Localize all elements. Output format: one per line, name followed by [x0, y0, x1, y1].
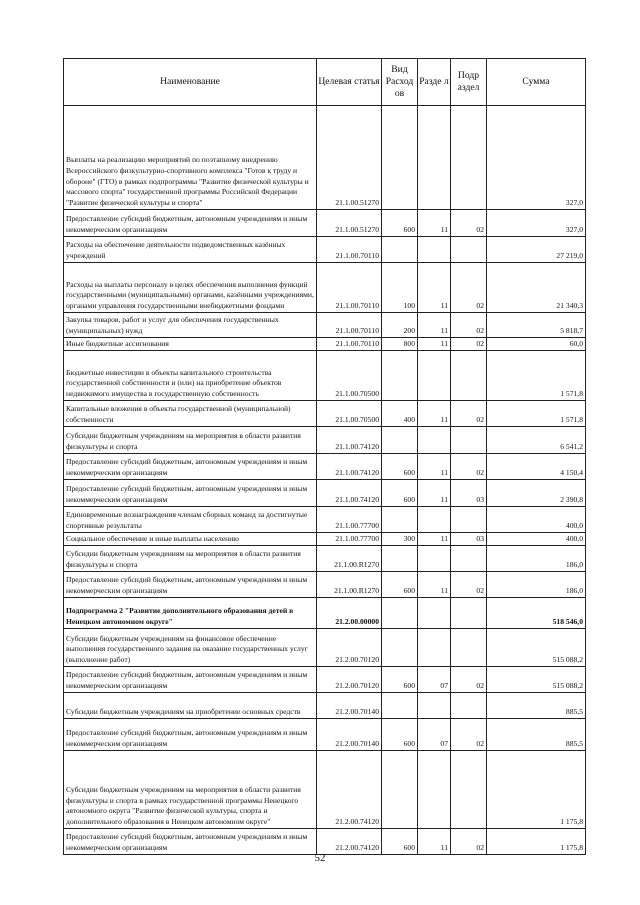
row-code: 21.2.00.70140 — [317, 693, 382, 719]
row-sum: 885,5 — [487, 693, 586, 719]
row-razd — [418, 546, 451, 572]
header-vid: Вид Расход ов — [382, 59, 418, 106]
header-code: Целевая статья — [317, 59, 382, 106]
table-row — [64, 751, 586, 829]
row-name: Единовременные вознаграждения членам сборных команд за достигнутые спортивные результаты — [64, 507, 317, 533]
row-code: 21.1.00.70110 — [317, 237, 382, 263]
table-row — [64, 237, 586, 263]
table-row — [64, 401, 586, 427]
row-vid — [382, 351, 418, 401]
row-code: 21.1.00.70500 — [317, 351, 382, 401]
row-podr — [451, 106, 487, 210]
row-podr: 02 — [451, 263, 487, 313]
table-header-row — [64, 59, 586, 106]
row-vid: 200 — [382, 313, 418, 338]
row-podr — [451, 237, 487, 263]
table-row — [64, 313, 586, 338]
row-podr — [451, 693, 487, 719]
row-sum: 5 818,7 — [487, 313, 586, 338]
row-name: Социальное обеспечение и иные выплаты населению — [64, 533, 317, 546]
row-sum: 1 571,8 — [487, 351, 586, 401]
table-row — [64, 427, 586, 454]
row-name: Предоставление субсидий бюджетным, автономным учреждениям и иным некоммерческим организациям — [64, 719, 317, 751]
table-row — [64, 338, 586, 351]
row-name: Расходы на выплаты персоналу в целях обеспечения выполнения функций государственными (муниципальными) органами, казёнными учреждениями, органами управления государственными внебюджетными фондами — [64, 263, 317, 313]
table-row — [64, 546, 586, 572]
row-vid: 100 — [382, 263, 418, 313]
row-razd — [418, 629, 451, 667]
row-sum: 518 546,0 — [487, 598, 586, 629]
table-row — [64, 210, 586, 237]
row-razd: 07 — [418, 719, 451, 751]
row-name: Предоставление субсидий бюджетным, автономным учреждениям и иным некоммерческим организациям — [64, 572, 317, 598]
row-name: Подпрограмма 2 "Развитие дополнительного образования детей в Ненецком автономном округе" — [64, 598, 317, 629]
row-podr: 02 — [451, 401, 487, 427]
row-podr: 02 — [451, 313, 487, 338]
header-podr: Подр аздел — [451, 59, 487, 106]
row-code: 21.1.00.77700 — [317, 507, 382, 533]
row-code: 21.1.00.74120 — [317, 427, 382, 454]
row-code: 21.1.00.77700 — [317, 533, 382, 546]
row-sum: 400,0 — [487, 533, 586, 546]
row-name: Субсидии бюджетным учреждениям на мероприятия в области развития физкультуры и спорта — [64, 427, 317, 454]
row-razd: 11 — [418, 829, 451, 855]
row-vid: 600 — [382, 572, 418, 598]
row-vid: 300 — [382, 533, 418, 546]
row-name: Иные бюджетные ассигнования — [64, 338, 317, 351]
row-sum: 1 175,8 — [487, 829, 586, 855]
table-row — [64, 572, 586, 598]
table-row — [64, 829, 586, 855]
row-podr: 03 — [451, 533, 487, 546]
row-podr: 02 — [451, 667, 487, 693]
row-razd: 11 — [418, 263, 451, 313]
row-name: Выплаты на реализацию мероприятий по поэтапному внедрению Всероссийского физкультурно-спортивного комплекса "Готов к труду и обороне" (ГТО) в рамках подпрограммы "Развитие физической культуры и массового спорта" государственной программы Российской Федерации "Развитие физической культуры и спорта" — [64, 106, 317, 210]
table-row — [64, 533, 586, 546]
row-code: 21.1.00.R1270 — [317, 572, 382, 598]
row-code: 21.1.00.70110 — [317, 313, 382, 338]
row-vid: 600 — [382, 667, 418, 693]
row-name: Расходы на обеспечение деятельности подведомственных казённых учреждений — [64, 237, 317, 263]
row-code: 21.1.00.70110 — [317, 338, 382, 351]
row-razd — [418, 693, 451, 719]
row-razd — [418, 351, 451, 401]
row-vid — [382, 629, 418, 667]
table-row — [64, 719, 586, 751]
row-code: 21.2.00.74120 — [317, 829, 382, 855]
row-code: 21.1.00.74120 — [317, 480, 382, 507]
row-sum: 1 175,8 — [487, 751, 586, 829]
row-name: Предоставление субсидий бюджетным, автономным учреждениям и иным некоммерческим организациям — [64, 454, 317, 480]
table-row — [64, 480, 586, 507]
table-row — [64, 106, 586, 210]
row-razd: 07 — [418, 667, 451, 693]
row-podr: 02 — [451, 210, 487, 237]
row-podr — [451, 507, 487, 533]
row-podr: 02 — [451, 572, 487, 598]
row-vid — [382, 237, 418, 263]
row-podr — [451, 351, 487, 401]
row-sum: 2 390,8 — [487, 480, 586, 507]
table-body — [64, 106, 586, 855]
row-code: 21.1.00.51270 — [317, 210, 382, 237]
row-name: Предоставление субсидий бюджетным, автономным учреждениям и иным некоммерческим организациям — [64, 210, 317, 237]
row-sum: 6 541,2 — [487, 427, 586, 454]
row-code: 21.1.00.51270 — [317, 106, 382, 210]
row-razd — [418, 598, 451, 629]
row-vid — [382, 598, 418, 629]
row-razd — [418, 751, 451, 829]
row-podr: 02 — [451, 454, 487, 480]
row-razd: 11 — [418, 533, 451, 546]
row-sum: 186,0 — [487, 572, 586, 598]
row-razd — [418, 237, 451, 263]
row-razd: 11 — [418, 313, 451, 338]
row-podr: 02 — [451, 338, 487, 351]
row-razd: 11 — [418, 338, 451, 351]
row-vid — [382, 693, 418, 719]
row-vid: 600 — [382, 454, 418, 480]
row-podr — [451, 629, 487, 667]
row-sum: 327,0 — [487, 210, 586, 237]
row-podr — [451, 598, 487, 629]
row-razd — [418, 507, 451, 533]
row-name: Закупка товаров, работ и услуг для обеспечения государственных (муниципальных) нужд — [64, 313, 317, 338]
row-name: Бюджетные инвестиции в объекты капитального строительства государственной собственности и (или) на приобретение объектов недвижимого имущества в государственную собственность — [64, 351, 317, 401]
row-vid: 800 — [382, 338, 418, 351]
row-razd — [418, 427, 451, 454]
row-code: 21.1.00.70110 — [317, 263, 382, 313]
document-page — [63, 58, 585, 855]
row-razd: 11 — [418, 401, 451, 427]
row-podr — [451, 546, 487, 572]
header-sum: Сумма — [487, 59, 586, 106]
table-row — [64, 263, 586, 313]
row-sum: 515 088,2 — [487, 629, 586, 667]
row-name: Предоставление субсидий бюджетным, автономным учреждениям и иным некоммерческим организациям — [64, 829, 317, 855]
page-number: 52 — [314, 852, 326, 864]
row-razd: 11 — [418, 480, 451, 507]
row-sum: 21 340,3 — [487, 263, 586, 313]
row-sum: 515 088,2 — [487, 667, 586, 693]
header-razd: Разде л — [418, 59, 451, 106]
row-vid — [382, 507, 418, 533]
row-code: 21.2.00.00000 — [317, 598, 382, 629]
row-vid: 600 — [382, 480, 418, 507]
row-razd: 11 — [418, 572, 451, 598]
row-name: Субсидии бюджетным учреждениям на финансовое обеспечение выполнения государственного задания на оказание государственных услуг (выполнение работ) — [64, 629, 317, 667]
row-sum: 1 571,8 — [487, 401, 586, 427]
row-vid: 600 — [382, 210, 418, 237]
row-sum: 60,0 — [487, 338, 586, 351]
row-name: Субсидии бюджетным учреждениям на мероприятия в области развития физкультуры и спорта в рамках государственной программы Ненецкого автономного округа "Развитие физической культуры, спорта и дополнительного образования в Ненецком автономном округе" — [64, 751, 317, 829]
row-vid: 400 — [382, 401, 418, 427]
row-sum: 400,0 — [487, 507, 586, 533]
row-code: 21.2.00.74120 — [317, 751, 382, 829]
table-row — [64, 351, 586, 401]
row-code: 21.2.00.70120 — [317, 667, 382, 693]
budget-table — [63, 58, 586, 855]
row-podr — [451, 427, 487, 454]
table-row — [64, 667, 586, 693]
row-name: Субсидии бюджетным учреждениям на мероприятия в области развития физкультуры и спорта — [64, 546, 317, 572]
row-code: 21.1.00.70500 — [317, 401, 382, 427]
table-row — [64, 507, 586, 533]
header-name: Наименование — [64, 59, 317, 106]
row-sum: 885,5 — [487, 719, 586, 751]
row-name: Субсидии бюджетным учреждениям на приобретение основных средств — [64, 693, 317, 719]
table-row — [64, 454, 586, 480]
row-sum: 4 150,4 — [487, 454, 586, 480]
row-code: 21.2.00.70140 — [317, 719, 382, 751]
row-podr: 02 — [451, 719, 487, 751]
row-code: 21.1.00.R1270 — [317, 546, 382, 572]
row-sum: 327,0 — [487, 106, 586, 210]
row-podr — [451, 751, 487, 829]
row-code: 21.1.00.74120 — [317, 454, 382, 480]
row-razd: 11 — [418, 454, 451, 480]
row-sum: 186,0 — [487, 546, 586, 572]
row-razd — [418, 106, 451, 210]
row-vid — [382, 546, 418, 572]
row-vid — [382, 427, 418, 454]
row-vid — [382, 751, 418, 829]
table-row — [64, 629, 586, 667]
table-row — [64, 598, 586, 629]
row-vid: 600 — [382, 829, 418, 855]
row-code: 21.2.00.70120 — [317, 629, 382, 667]
row-name: Предоставление субсидий бюджетным, автономным учреждениям и иным некоммерческим организациям — [64, 480, 317, 507]
row-name: Предоставление субсидий бюджетным, автономным учреждениям и иным некоммерческим организациям — [64, 667, 317, 693]
row-sum: 27 219,0 — [487, 237, 586, 263]
row-podr: 03 — [451, 480, 487, 507]
row-podr: 02 — [451, 829, 487, 855]
row-vid — [382, 106, 418, 210]
row-vid: 600 — [382, 719, 418, 751]
row-razd: 11 — [418, 210, 451, 237]
table-row — [64, 693, 586, 719]
row-name: Капитальные вложения в объекты государственной (муниципальной) собственности — [64, 401, 317, 427]
